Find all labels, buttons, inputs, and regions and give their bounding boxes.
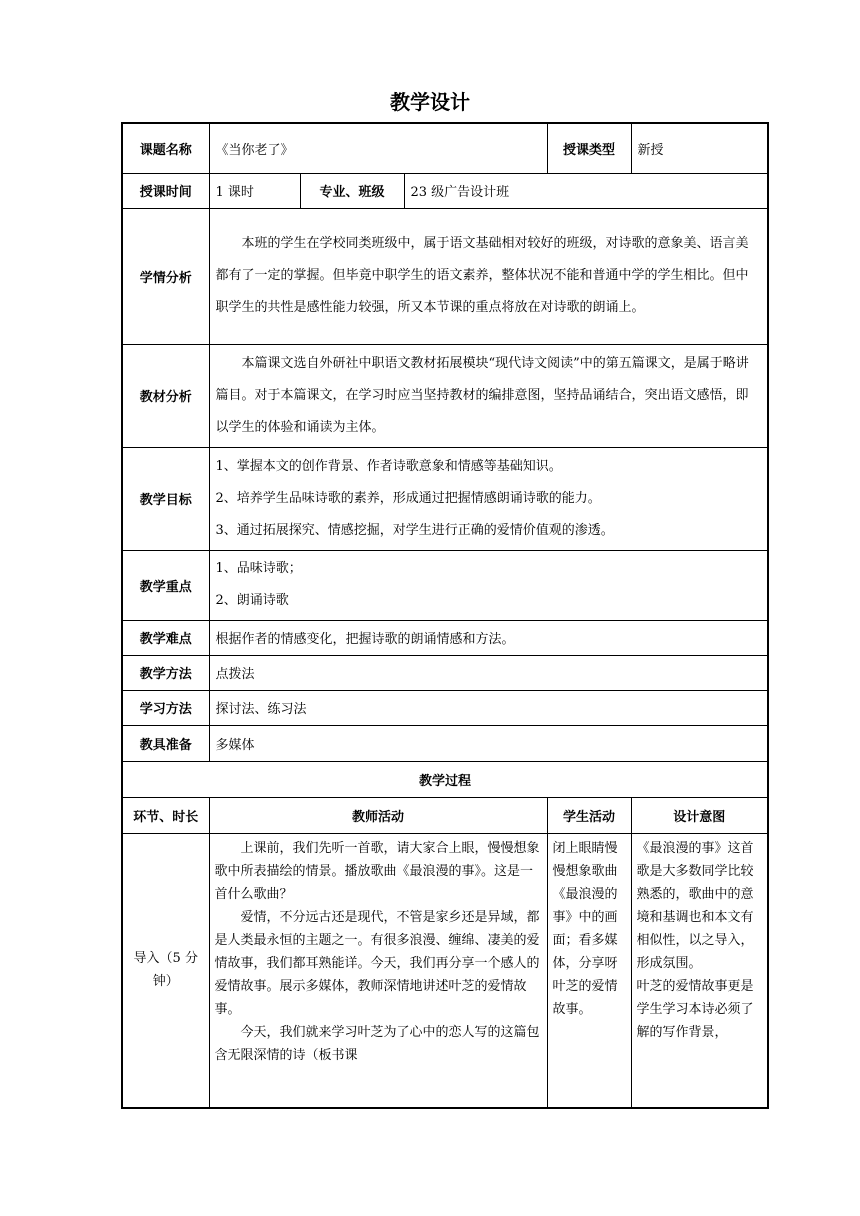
row-material-analysis [122,344,768,447]
goal-item: 2、培养学生品味诗歌的素养，形成通过把握情感朗诵诗歌的能力。 [215,490,601,506]
learning-label: 学习方法 [122,690,209,725]
course-name-label: 课题名称 [122,123,209,173]
method-label: 教学方法 [122,655,209,690]
key-points-cell [209,550,768,620]
row-learning [122,690,768,725]
header-student: 学生活动 [547,797,631,833]
row-goals [122,447,768,550]
student-analysis-label: 学情分析 [122,208,209,344]
row-key-points [122,550,768,620]
key-point-item: 1、品味诗歌； [215,561,302,576]
stage-cell: 导入（5 分钟） [122,833,209,1108]
row-time [122,173,768,208]
time-value: 1 课时 [209,173,300,208]
row-course [122,123,768,173]
tools-value: 多媒体 [209,725,768,761]
header-stage: 环节、时长 [122,797,209,833]
header-intent: 设计意图 [631,797,768,833]
teacher-activity [209,833,547,1108]
learning-value: 探讨法、练习法 [209,690,768,725]
row-process-headers [122,797,768,833]
page-title: 教学设计 [390,90,470,114]
design-intent [631,833,768,1108]
material-analysis: 本篇课文选自外研社中职语文教材拓展模块“现代诗文阅读”中的第五篇课文，是属于略讲篇目。对于本篇课文，在学习时应当坚持教材的编排意图，坚持品诵结合，突出语文感悟，即以学生的体验和诵读为主体。 [209,344,768,447]
goal-item: 1、掌握本文的创作背景、作者诗歌意象和情感等基础知识。 [215,458,562,474]
teacher-paragraph: 爱情，不分远古还是现代，不管是家乡还是异域，都是人类最永恒的主题之一。有很多浪漫、缠绵、凄美的爱情故事，我们都耳熟能详。今天，我们再分享一个感人的爱情故事。展示多媒体，教师深情地讲述叶芝的爱情故事。 [214,909,540,1017]
row-process-title [122,761,768,797]
lesson-type-label: 授课类型 [547,123,631,173]
row-method [122,655,768,690]
course-name: 《当你老了》 [209,123,547,173]
goal-item: 3、通过拓展探究、情感挖掘，对学生进行正确的爱情价值观的渗透。 [215,522,614,538]
class-value: 23 级广告设计班 [404,173,768,208]
teacher-paragraph: 上课前，我们先听一首歌，请大家合上眼，慢慢想象歌中所表描绘的情景。播放歌曲《最浪漫的事》。这是一首什么歌曲？ [214,840,540,902]
intent-paragraph: 叶芝的爱情故事更是学生学习本诗必须了解的写作背景， [636,978,754,1040]
row-student-analysis [122,208,768,344]
method-value: 点拨法 [209,655,768,690]
class-label: 专业、班级 [300,173,404,208]
difficulty-value: 根据作者的情感变化，把握诗歌的朗诵情感和方法。 [209,620,768,655]
goals-label: 教学目标 [122,447,209,550]
student-analysis: 本班的学生在学校同类班级中，属于语文基础相对较好的班级，对诗歌的意象美、语言美都有了一定的掌握。但毕竟中职学生的语文素养，整体状况不能和普通中学的学生相比。但中职学生的共性是感性能力较强，所又本节课的重点将放在对诗歌的朗诵上。 [209,208,768,344]
material-analysis-label: 教材分析 [122,344,209,447]
key-point-item: 2、朗诵诗歌 [215,593,289,608]
goals-cell [209,447,768,550]
key-points-label: 教学重点 [122,550,209,620]
row-difficulty [122,620,768,655]
student-activity: 闭上眼睛慢慢想象歌曲《最浪漫的事》中的画面；看多媒体，分享呀叶芝的爱情故事。 [547,833,631,1108]
intent-paragraph: 《最浪漫的事》这首歌是大多数同学比较熟悉的，歌曲中的意境和基调也和本文有相似性，以之导入，形成氛围。 [636,840,754,971]
teacher-paragraph: 今天，我们就来学习叶芝为了心中的恋人写的这篇包含无限深情的诗（板书课 [214,1024,540,1063]
row-tools [122,725,768,761]
process-title: 教学过程 [122,761,768,797]
lesson-plan-table [121,122,769,1109]
header-teacher: 教师活动 [209,797,547,833]
row-intro [122,833,768,1108]
difficulty-label: 教学难点 [122,620,209,655]
tools-label: 教具准备 [122,725,209,761]
lesson-type: 新授 [631,123,768,173]
time-label: 授课时间 [122,173,209,208]
